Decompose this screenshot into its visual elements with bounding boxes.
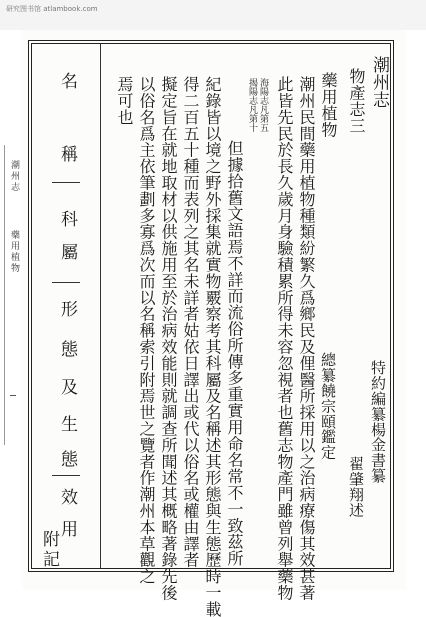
table-header-and: 及 [57,378,77,396]
table-header-name: 名 [57,72,77,90]
gutter-label-book: 潮州志 [9,160,19,193]
body-line: 擬定旨在就地取材以供施用至於治病效能則就調查所聞述其概略著錄先後 [159,76,178,601]
header-rule [52,182,80,183]
header-rule [52,475,80,476]
table-header-form: 形 [57,300,77,318]
body-line: 以俗名爲主依筆劃多寡爲次而以名稱索引附焉世之覽者作潮州本草觀之 [137,76,156,585]
site-watermark: 研究图书馆 atlambook.com [6,5,98,13]
gutter-label-section: 藥用植物 [9,230,19,274]
section-title: 物產志三 [347,68,366,134]
editor-credit: 翟肇翔述 [347,456,365,518]
body-line: 此皆先民於長久歲月身驗積累所得未容忽視者也舊志物產門雖曾列舉藥物 [275,76,294,601]
aside-note: 揭陽志凡第十 [247,78,257,132]
header-strip [0,0,426,30]
table-header-eco: 生 [57,415,77,433]
table-header-note: 附 [39,530,59,548]
body-line: 焉可也 [115,76,134,126]
table-header-note-2: 記 [39,550,59,568]
table-header-family: 科 [57,210,77,228]
compiler-credit: 特約編纂楊金書纂 [369,360,387,484]
table-header-effect: 效 [57,488,77,506]
chapter-heading: 藥用植物 [319,72,338,138]
body-line: 紀錄皆以境之野外採集就實物覈察考其科屬及名稱述其形態與生態歷時一載 [203,76,222,617]
body-line: 但據拾舊文語焉不詳而流俗所傳多重實用命名常不一致茲所 [225,140,244,567]
header-rule [52,282,80,283]
gutter-tick [10,395,16,396]
table-header-form-2: 態 [57,340,77,358]
gutter-line [4,145,5,445]
body-line: 得二百五十種而表列之其名未詳者姑依日譯出或代以俗名或權由譯者 [181,76,200,568]
book-title: 潮州志 [369,56,389,109]
table-header-eco-2: 態 [57,450,77,468]
table-header-name-2: 稱 [57,145,77,163]
table-header-use: 用 [57,520,77,538]
table-header-genus: 屬 [57,243,77,261]
general-editor-credit: 總纂饒宗頤鑑定 [319,352,337,460]
aside-note: 海陽志凡第五 [258,78,268,132]
body-line: 潮州民間藥用植物種類紛繁久爲鄉民及俚醫所採用以之治病療傷其效甚著 [297,76,316,601]
column-divider [100,44,101,568]
